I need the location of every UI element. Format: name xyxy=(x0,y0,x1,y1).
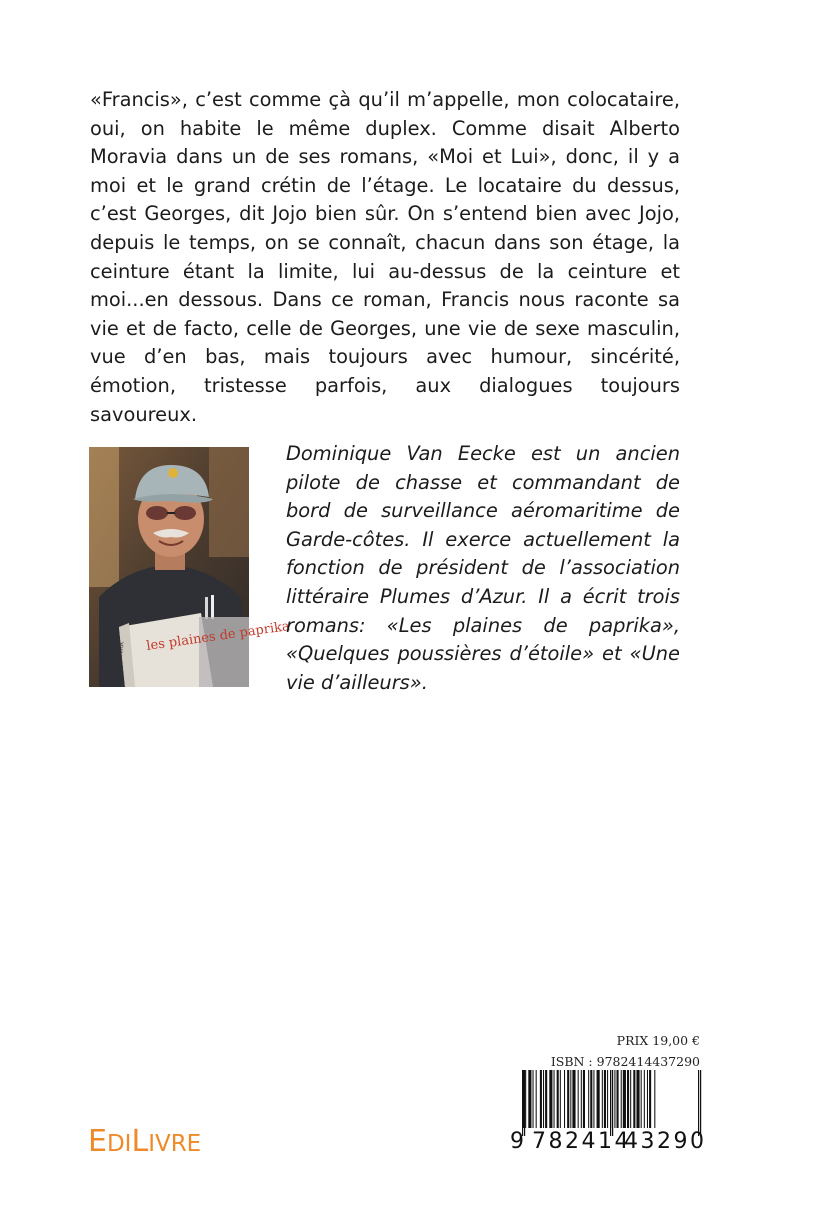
barcode-bar xyxy=(570,1070,571,1128)
barcode-bar xyxy=(578,1070,579,1128)
publisher-logo-e: E xyxy=(88,1124,107,1159)
barcode-bar xyxy=(549,1070,552,1128)
back-cover-blurb: «Francis», c’est comme çà qu’il m’appelle, mon colocataire, oui, on habite le même duplex. Comme disait Alberto Moravia dans un de ses romans, «Moi et Lui», donc, il y a moi et le grand crétin de l’étage. Le locataire du dessus, c’est Georges, dit Jojo bien sûr. On s’entend bien avec Jojo, depuis le temps, on se connaît, chacun dans son étage, la ceinture étant la limite, lui au-dessus de la ceinture et moi...en dessous. Dans ce roman, Francis nous raconte sa vie et de facto, celle de Georges, une vie de sexe masculin, vue d’en bas, mais toujours avec humour, sincérité, émotion, tristesse parfois, aux dialogues toujours savoureux. xyxy=(90,88,680,426)
barcode-bar xyxy=(557,1070,559,1128)
barcode-guard-bar xyxy=(698,1070,699,1136)
barcode-bar xyxy=(607,1070,608,1128)
barcode-first-digit: 9 xyxy=(510,1129,527,1154)
publisher-logo-ivre: IVRE xyxy=(148,1131,202,1157)
barcode-bar xyxy=(604,1070,606,1128)
barcode-bar xyxy=(602,1070,603,1128)
barcode-guard-bar xyxy=(612,1070,613,1136)
price-label: PRIX 19,00 € xyxy=(616,1033,700,1048)
barcode-left-digits: 782414 xyxy=(532,1129,631,1154)
barcode-bar xyxy=(614,1070,615,1128)
barcode-bar xyxy=(593,1070,594,1128)
barcode-bar xyxy=(554,1070,555,1128)
barcode-bar xyxy=(647,1070,648,1128)
publisher-logo-l: L xyxy=(131,1124,149,1159)
barcode-bar xyxy=(525,1070,526,1128)
barcode-guard-bar xyxy=(700,1070,701,1136)
barcode-bar xyxy=(540,1070,542,1128)
barcode-bar xyxy=(617,1070,619,1128)
barcode-bar xyxy=(581,1070,582,1128)
author-bio: Dominique Van Eecke est un ancien pilote de chasse et commandant de bord de surveillance aéromaritime de Garde-côtes. Il exerce actuellement la fonction de président de l’association littéraire Plumes d’Azur. Il a écrit trois romans: «Les plaines de paprika», «Quelques poussières d’étoile» et «Une vie d’ailleurs». xyxy=(286,442,680,694)
barcode-bar xyxy=(560,1070,561,1128)
barcode-bar xyxy=(621,1070,622,1128)
barcode-bar xyxy=(567,1070,569,1128)
barcode-bar xyxy=(627,1070,629,1128)
barcode-bar xyxy=(623,1070,626,1128)
barcode-bar xyxy=(590,1070,592,1128)
barcode-bar xyxy=(644,1070,645,1128)
barcode-right-digits: 43290 xyxy=(624,1129,707,1154)
barcode-bar xyxy=(641,1070,642,1128)
photo-book-spine: PAPRIKA xyxy=(116,641,126,668)
barcode-bar xyxy=(633,1070,635,1128)
publisher-logo-di: DI xyxy=(106,1131,132,1157)
isbn-label: ISBN : 9782414437290 xyxy=(550,1054,700,1069)
author-photo xyxy=(89,447,291,687)
barcode-bar xyxy=(533,1070,534,1128)
author-photo-illustration xyxy=(89,447,291,687)
barcode-bar xyxy=(583,1070,585,1128)
barcode-bar xyxy=(597,1070,600,1128)
barcode-bar xyxy=(588,1070,589,1128)
barcode-guard-bar xyxy=(522,1070,523,1136)
barcode-bar xyxy=(636,1070,639,1128)
photo-book-title: les plaines de paprika xyxy=(145,619,291,654)
barcode-bar xyxy=(572,1070,575,1128)
barcode-bar xyxy=(630,1070,631,1128)
barcode-bar xyxy=(564,1070,565,1128)
barcode-bar xyxy=(536,1070,537,1128)
barcode-bar xyxy=(649,1070,651,1128)
publisher-logo xyxy=(88,1124,201,1159)
barcode-bar xyxy=(654,1070,655,1128)
barcode-guard-bar xyxy=(610,1070,611,1136)
barcode-bar xyxy=(528,1070,531,1128)
barcode-bar xyxy=(545,1070,547,1128)
barcode-guard-bar xyxy=(524,1070,525,1136)
barcode-bar xyxy=(543,1070,544,1128)
